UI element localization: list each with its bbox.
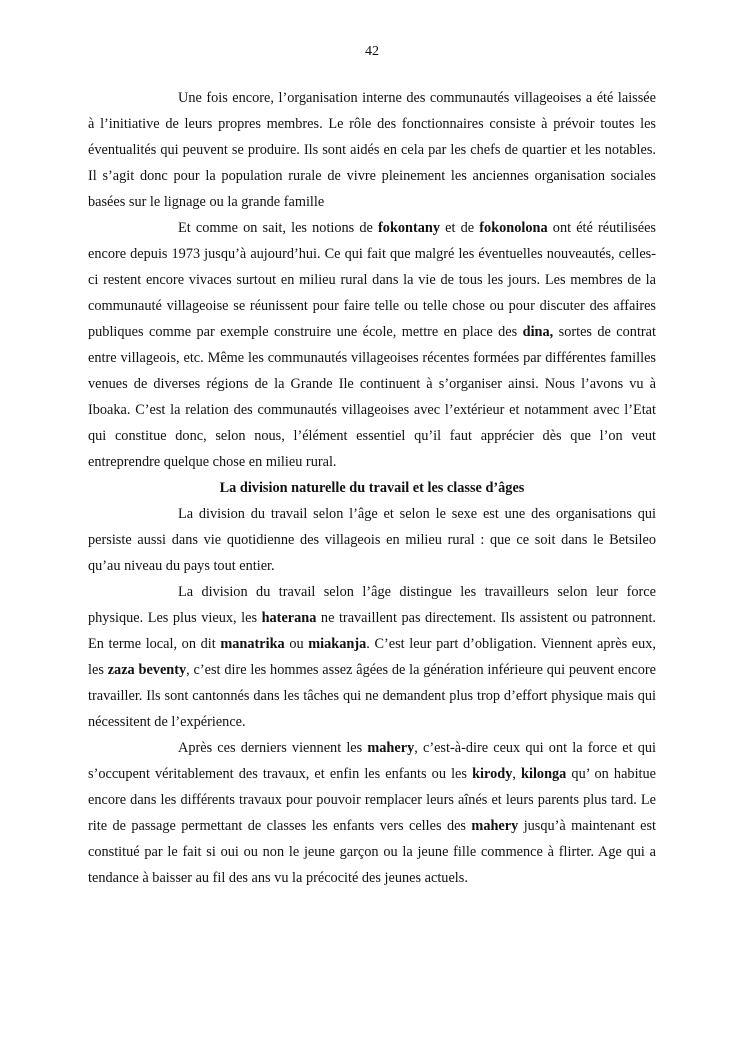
paragraph-community-organisation	[88, 85, 656, 215]
term-manatrika: manatrika	[220, 636, 285, 652]
paragraph-text: Une fois encore, l’organisation interne des communautés villageoises a été laissée à l’initiative de leurs propres membres. Le rôle des fonctionnaires consiste à prévoir toutes les éventualités qui peuvent se produire. Ils sont aidés en cela par les chefs de quartier et les notables. Il s’agit donc pour la population rurale de vivre pleinement les anciennes organisation sociales basées sur le lignage ou la grande famille	[88, 90, 656, 210]
term-zaza-beventy: zaza beventy	[107, 662, 187, 678]
paragraph-text: La division du travail selon l’âge distingue les travailleurs selon leur force physique. Les plus vieux, les	[88, 584, 656, 626]
paragraph-fokontany	[88, 215, 656, 475]
paragraph-text: . C’est leur part d’obligation. Viennent après eux, les	[88, 636, 657, 678]
term-dina: dina,	[522, 324, 554, 340]
term-mahery: mahery	[471, 818, 519, 834]
term-haterana: haterana	[261, 610, 317, 626]
paragraph-text: , c’est dire les hommes assez âgées de la génération inférieure qui peuvent encore travailler. Ils sont cantonnés dans les tâches qui ne demandent plus trop d’effort physique mais qui nécessitent de l’expérience.	[88, 662, 657, 730]
paragraph-text: ont été réutilisées encore depuis 1973 jusqu’à aujourd’hui. Ce qui fait que malgré les éventuelles nouveautés, celles-ci restent encore vivaces surtout en milieu rural dans la vie de tous les jours. Les membres de la communauté villageoise se réunissent pour faire telle ou telle chose ou pour discuter des affaires publiques comme par exemple construire une école, mettre en place des	[88, 220, 656, 340]
paragraph-division-du-travail	[88, 501, 656, 579]
paragraph-text: ou	[284, 636, 309, 652]
paragraph-text: La division du travail selon l’âge et selon le sexe est une des organisations qui persiste aussi dans vie quotidienne des villageois en milieu rural : que ce soit dans le Betsileo qu’au niveau du pays tout entier.	[88, 506, 656, 574]
term-kirody: kirody	[472, 766, 513, 782]
paragraph-text: et de	[440, 220, 480, 236]
paragraph-text: Après ces derniers viennent les	[178, 740, 368, 756]
page-number: 42	[365, 44, 379, 59]
paragraph-text: ne travaillent pas directement. Ils assistent ou patronnent. En terme local, on dit	[88, 610, 656, 652]
document-body	[88, 85, 656, 891]
term-fokontany: fokontany	[378, 220, 441, 236]
term-kilonga: kilonga	[521, 766, 567, 782]
paragraph-text: sortes de contrat entre villageois, etc. Même les communautés villageoises récentes formées par différentes familles venues de diverses régions de la Grande Ile continuent à s’organiser ainsi. Nous l’avons vu à Iboaka. C’est la relation des communautés villageoises avec l’extérieur et notamment avec l’Etat qui constitue donc, selon nous, l’élément essentiel qu’il faut apprécier dès que l’on veut entreprendre quelque chose en milieu rural.	[88, 324, 657, 470]
paragraph-text: qu’ on habitue encore dans les différents travaux pour pouvoir remplacer leurs aînés et leurs parents plus tard. Le rite de passage permettant de classes les enfants vers celles des	[88, 766, 657, 834]
term-mahery: mahery	[367, 740, 415, 756]
term-miakanja: miakanja	[308, 636, 367, 652]
paragraph-text: jusqu’à maintenant est constitué par le fait si oui ou non le jeune garçon ou la jeune fille commence à flirter. Age qui a tendance à baisser au fil des ans vu la précocité des jeunes actuels.	[88, 818, 656, 886]
term-fokonolona: fokonolona	[479, 220, 548, 236]
paragraph-text: , c’est-à-dire ceux qui ont la force et qui s’occupent véritablement des travaux, et enfin les enfants ou les	[88, 740, 656, 782]
paragraph-text: ,	[512, 766, 522, 782]
paragraph-age-division	[88, 579, 656, 735]
section-heading: La division naturelle du travail et les classe d’âges	[219, 480, 525, 496]
paragraph-mahery	[88, 735, 656, 891]
paragraph-text: Et comme on sait, les notions de	[178, 220, 379, 236]
